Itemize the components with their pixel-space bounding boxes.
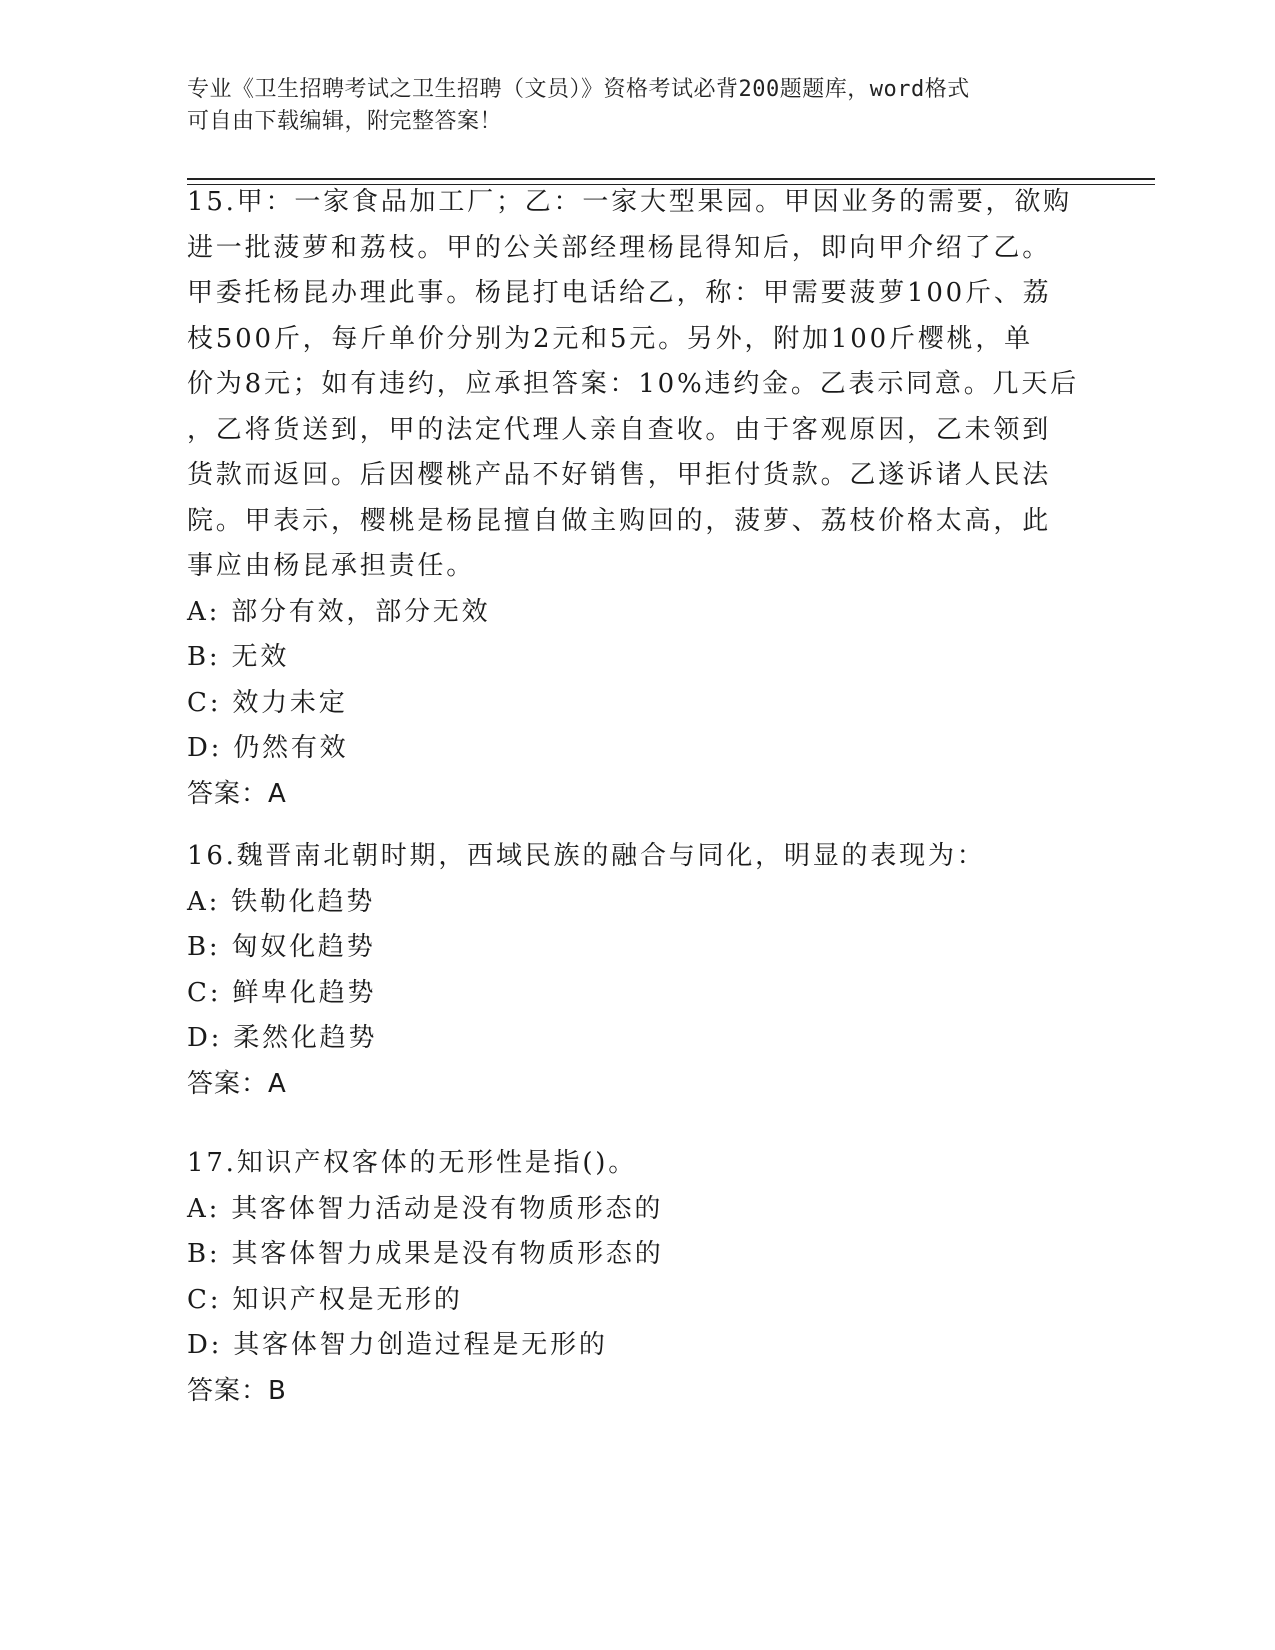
answer-line: 答案：B <box>187 1375 287 1406</box>
option-b: B: 其客体智力成果是没有物质形态的 <box>187 1239 664 1269</box>
header-line-1: 专业《卫生招聘考试之卫生招聘（文员）》资格考试必背200题题库，word格式 <box>187 77 970 102</box>
question-17 <box>187 1141 1087 1414</box>
question-stem-line: 事应由杨昆承担责任。 <box>187 551 476 581</box>
question-15 <box>187 180 1087 817</box>
answer-line: 答案：A <box>187 778 287 809</box>
option-c: C: 知识产权是无形的 <box>187 1284 463 1315</box>
question-stem-line: 16.魏晋南北朝时期，西域民族的融合与同化，明显的表现为： <box>187 841 986 871</box>
document-header <box>187 74 1087 138</box>
question-stem-line: 院。甲表示，樱桃是杨昆擅自做主购回的，菠萝、荔枝价格太高，此 <box>187 505 1052 536</box>
question-stem-line: 价为8元；如有违约，应承担答案：10%违约金。乙表示同意。几天后 <box>187 369 1079 399</box>
option-d: D: 仍然有效 <box>187 733 349 763</box>
question-stem-line: 枝500斤，每斤单价分别为2元和5元。另外，附加100斤樱桃，单 <box>187 323 1033 354</box>
question-16 <box>187 834 1087 1107</box>
question-stem-line: 进一批菠萝和荔枝。甲的公关部经理杨昆得知后，即向甲介绍了乙。 <box>187 232 1052 263</box>
option-d: D: 其客体智力创造过程是无形的 <box>187 1330 608 1360</box>
question-stem-line: 15.甲：一家食品加工厂；乙：一家大型果园。甲因业务的需要，欲购 <box>187 187 1072 217</box>
question-stem-line: 17.知识产权客体的无形性是指()。 <box>187 1148 638 1178</box>
option-a: A: 铁勒化趋势 <box>187 886 376 917</box>
question-stem-line: 甲委托杨昆办理此事。杨昆打电话给乙，称：甲需要菠萝100斤、荔 <box>187 278 1052 308</box>
option-c: C: 鲜卑化趋势 <box>187 977 377 1008</box>
option-a: A: 其客体智力活动是没有物质形态的 <box>187 1193 664 1224</box>
answer-line: 答案：A <box>187 1068 287 1099</box>
header-line-2: 可自由下载编辑，附完整答案！ <box>187 109 503 134</box>
option-b: B: 无效 <box>187 642 290 672</box>
option-c: C: 效力未定 <box>187 687 348 718</box>
option-b: B: 匈奴化趋势 <box>187 932 376 962</box>
question-stem-line: ，乙将货送到，甲的法定代理人亲自查收。由于客观原因，乙未领到 <box>187 414 1052 445</box>
option-d: D: 柔然化趋势 <box>187 1023 378 1053</box>
option-a: A: 部分有效，部分无效 <box>187 596 491 627</box>
question-stem-line: 货款而返回。后因樱桃产品不好销售，甲拒付货款。乙遂诉诸人民法 <box>187 460 1052 490</box>
